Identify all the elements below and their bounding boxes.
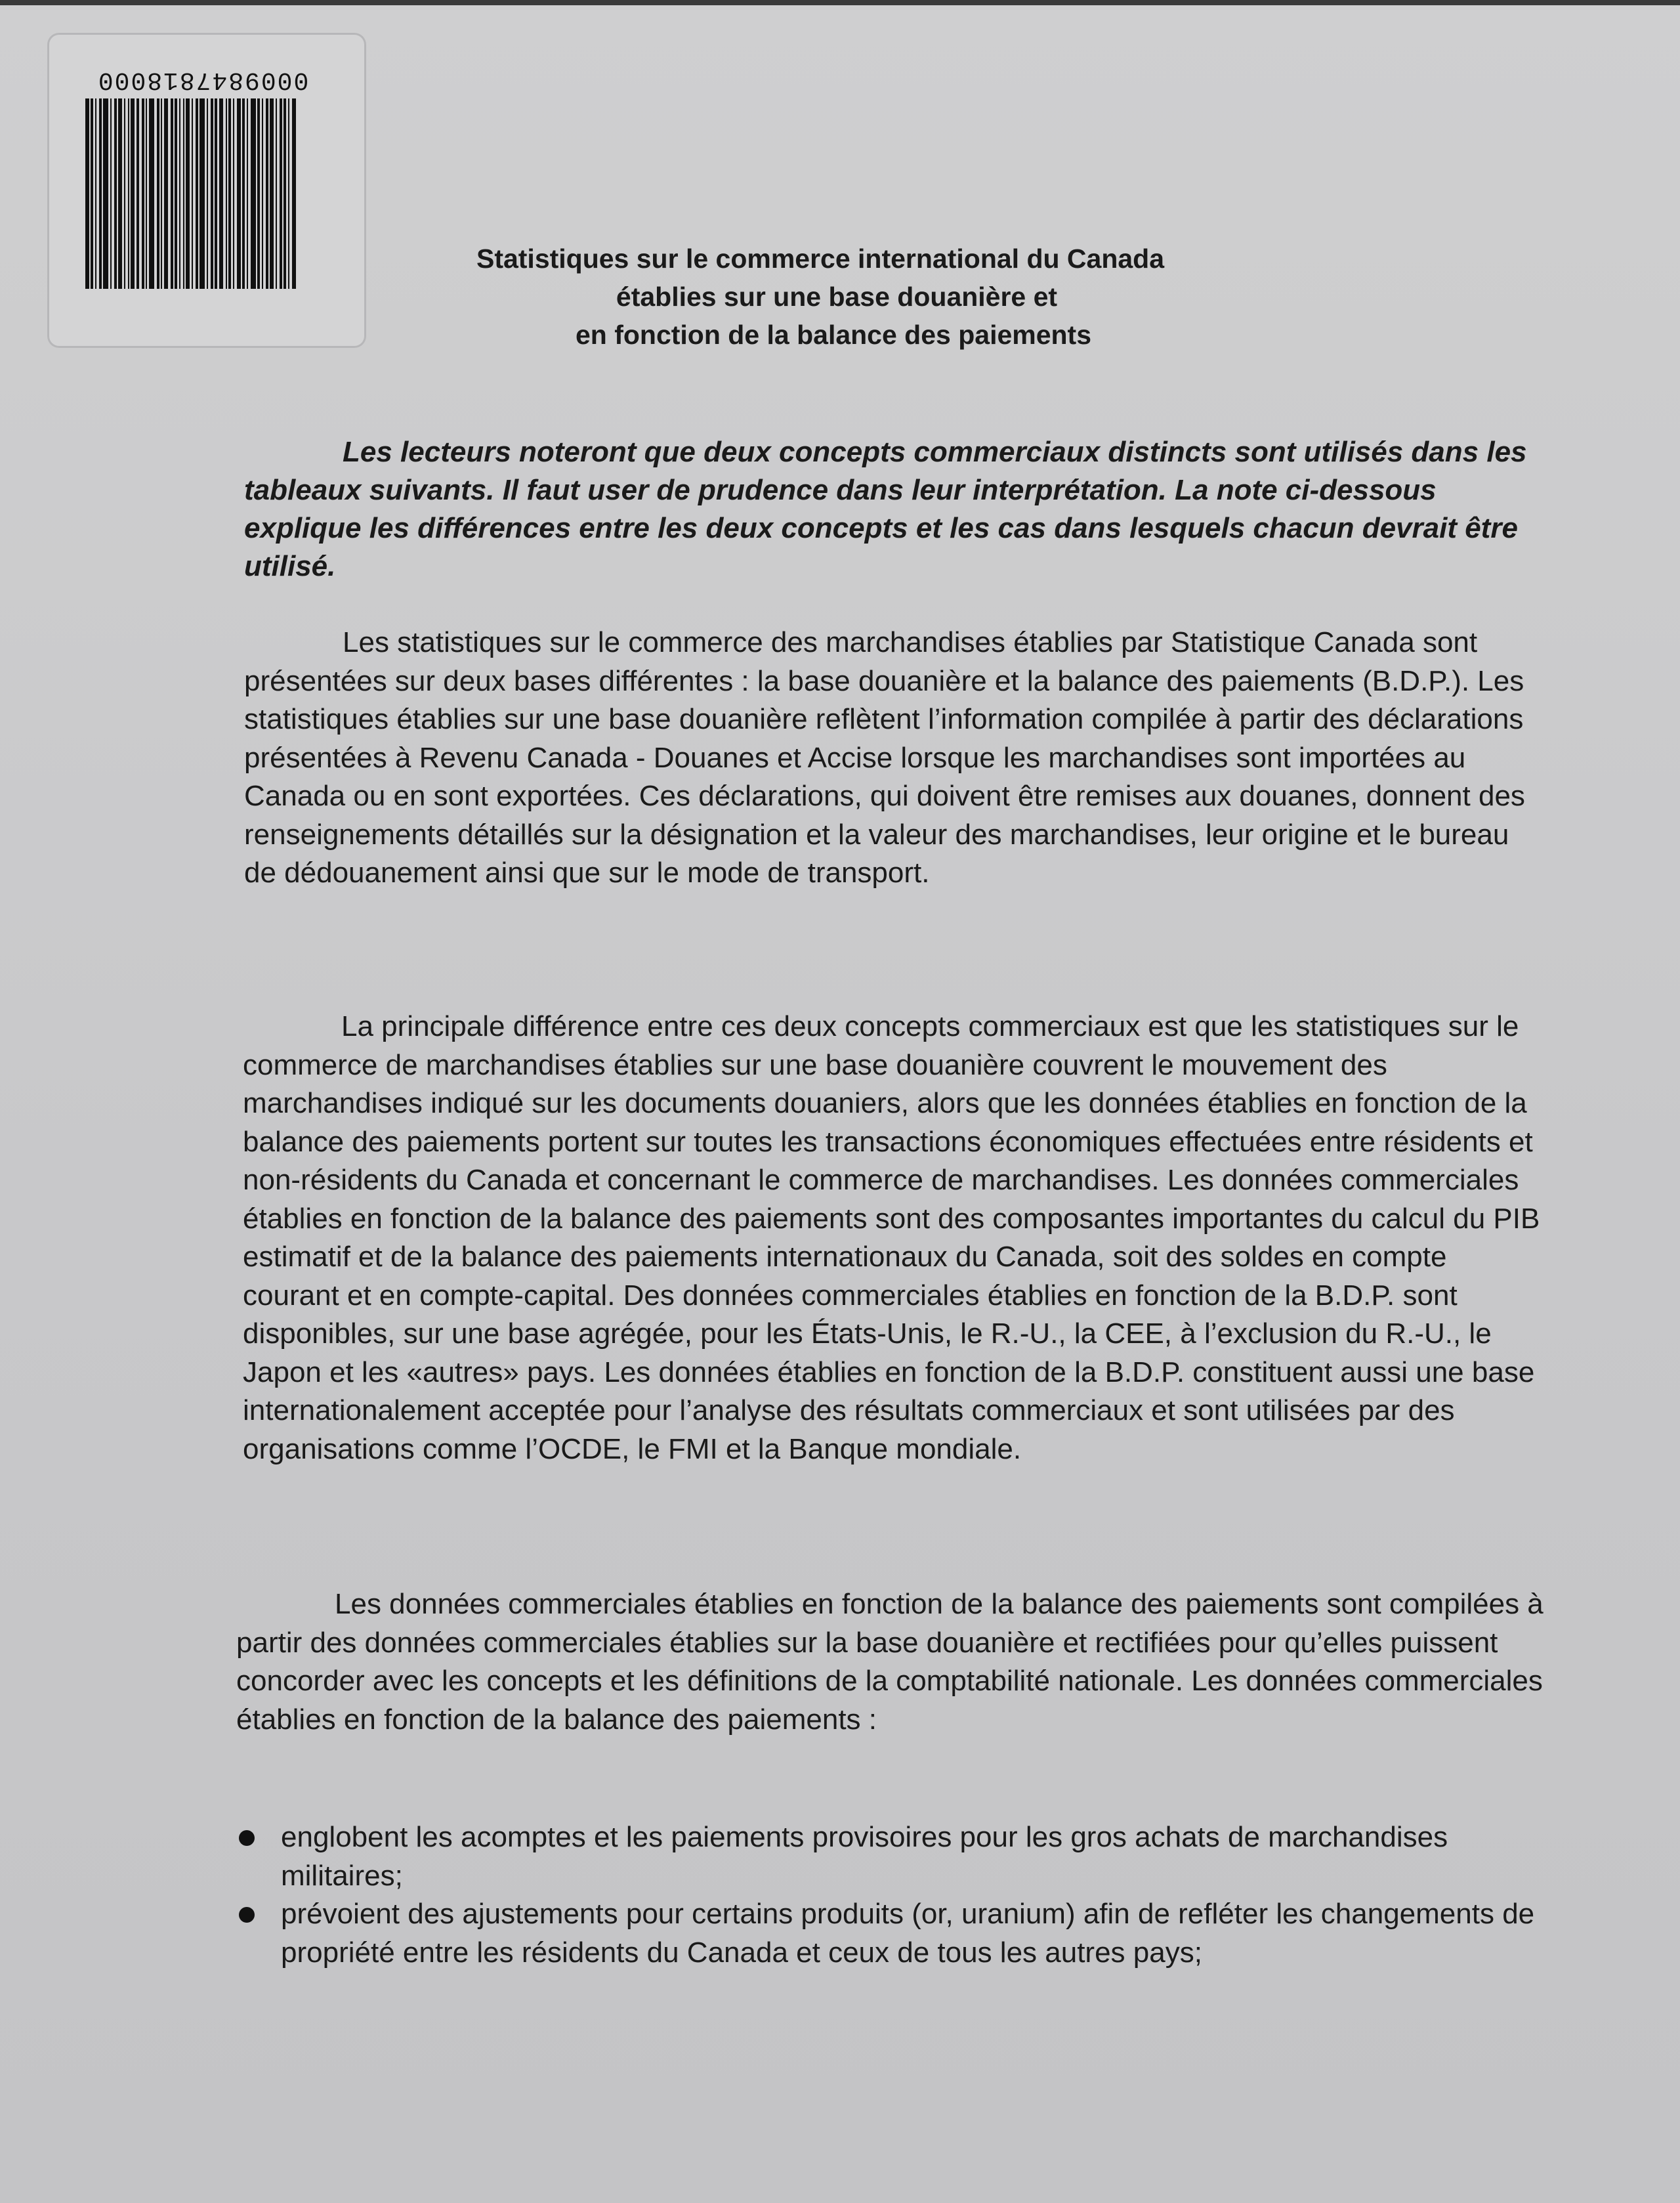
list-item: [236, 1895, 1545, 1972]
intro-note: Les lecteurs noteront que deux concepts commerciaux distincts sont utilisés dans les tableaux suivants. Il faut user de prudence dans leur interprétation. La note ci-dessous explique les différences entre les deux concepts et les cas dans lesquels chacun devrait être utilisé.: [244, 436, 1527, 582]
bullet-text: prévoient des ajustements pour certains produits (or, uranium) afin de refléter les changements de propriété entre les résidents du Canada et ceux de tous les autres pays;: [281, 1898, 1535, 1969]
bullet-list: [236, 1818, 1545, 1972]
title-line-2: établies sur une base douanière et: [616, 282, 1058, 312]
paragraph-1: Les statistiques sur le commerce des marchandises établies par Statistique Canada sont présentées sur deux bases différentes : la base douanière et la balance des paiements (B.D.P.). Les statistiques établies sur une base douanière reflètent l’information compilée à partir des déclarations présentées à Revenu Canada - Douanes et Accise lorsque les marchandises sont importées au Canada ou en sont exportées. Ces déclarations, qui doivent être remises aux douanes, donnent des renseignements détaillés sur la désignation et la valeur des marchandises, leur origine et le bureau de dédouanement ainsi que sur le mode de transport.: [244, 626, 1525, 889]
bullet-icon: [239, 1830, 255, 1846]
bullet-text: englobent les acomptes et les paiements provisoires pour les gros achats de marchandises militaires;: [281, 1821, 1448, 1892]
list-item: [236, 1818, 1545, 1895]
title-line-3: en fonction de la balance des paiements: [575, 320, 1092, 350]
paragraph-2: La principale différence entre ces deux concepts commerciaux est que les statistiques sur le commerce de marchandises établies sur une base douanière couvrent le mouvement des marchandises indiqué sur les documents douaniers, alors que les données établies en fonction de la balance des paiements portent sur toutes les transactions économiques effectuées entre résidents et non-résidents du Canada et concernant le commerce de marchandises. Les données commerciales établies en fonction de la balance des paiements sont des composantes importantes du calcul du PIB estimatif et de la balance des paiements internationaux du Canada, soit des soldes en compte courant et en compte-capital. Des données commerciales établies en fonction de la B.D.P. sont disponibles, sur une base agrégée, pour les États-Unis, le R.-U., la CEE, à l’exclusion du R.-U., le Japon et les «autres» pays. Les données établies en fonction de la B.D.P. constituent aussi une base internationalement acceptée pour l’analyse des résultats commerciaux et sont utilisées par des organisations comme l’OCDE, le FMI et la Banque mondiale.: [243, 1010, 1540, 1465]
title-line-1: Statistiques sur le commerce international du Canada: [476, 244, 1165, 274]
barcode-number: 0009847818000: [96, 66, 309, 94]
document-title: [0, 240, 1680, 354]
bullet-icon: [239, 1907, 255, 1923]
paragraph-3: Les données commerciales établies en fonction de la balance des paiements sont compilées à partir des données commerciales établies sur la base douanière et rectifiées pour qu’elles puissent concorder avec les concepts et les définitions de la comptabilité nationale. Les données commerciales établies en fonction de la balance des paiements :: [236, 1588, 1544, 1736]
scan-top-edge: [0, 0, 1680, 5]
